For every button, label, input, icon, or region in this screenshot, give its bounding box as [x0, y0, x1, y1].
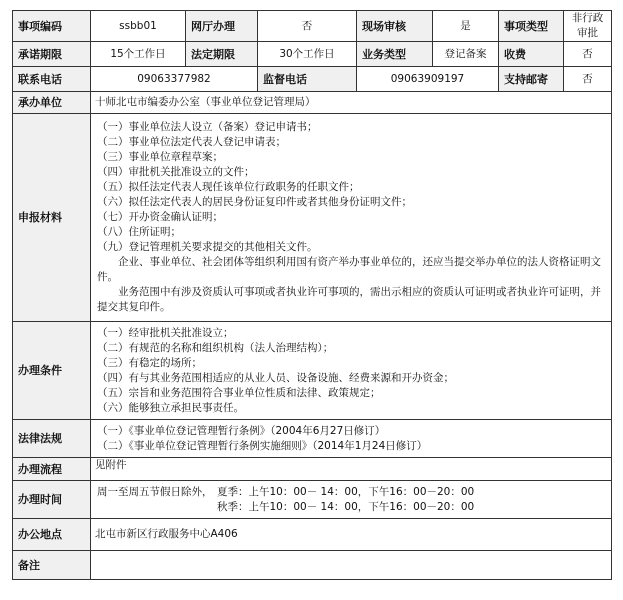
condition-item: （一）经审批机关批准设立；: [97, 326, 234, 339]
row-hours: [13, 481, 612, 519]
legal-period-value: 30个工作日: [258, 42, 357, 67]
business-type-label: 业务类型: [357, 42, 433, 67]
service-info-table: [12, 10, 612, 580]
row-materials: [13, 114, 612, 322]
item-code-label: 事项编码: [13, 11, 91, 42]
row-location: [13, 519, 612, 551]
row-process: [13, 458, 612, 481]
legal-period-label: 法定期限: [186, 42, 258, 67]
materials-content: [91, 114, 612, 322]
materials-paragraph-qualification: 业务范围中有涉及资质认可事项或者执业许可事项的，需出示相应的资质认可证明或者执业许可证明，并提交其复印件。: [97, 286, 601, 313]
location-value: 北屯市新区行政服务中心A406: [91, 519, 612, 551]
condition-item: （五）宗旨和业务范围符合事业单位性质和法律、政策规定；: [97, 386, 381, 399]
row-contacts: [13, 67, 612, 92]
material-item: （五）拟任法定代表人现任该单位行政职务的任职文件；: [97, 181, 360, 193]
remarks-label: 备注: [13, 551, 91, 580]
fee-label: 收费: [499, 42, 564, 67]
onsite-review-label: 现场审核: [357, 11, 433, 42]
promised-period-label: 承诺期限: [13, 42, 91, 67]
law-item: （二）《事业单位登记管理暂行条例实施细则》（2014年1月24日修订）: [97, 439, 428, 452]
material-item: （八）住所证明；: [97, 226, 181, 238]
row-deadlines: [13, 42, 612, 67]
contact-phone-value: 09063377982: [91, 67, 258, 92]
item-type-value: 非行政审批: [564, 11, 612, 42]
unit-label: 承办单位: [13, 92, 91, 114]
laws-label: 法律法规: [13, 420, 91, 458]
mail-support-label: 支持邮寄: [499, 67, 564, 92]
material-item: （九）登记管理机关要求提交的其他相关文件。: [97, 241, 318, 253]
law-item: （一）《事业单位登记管理暂行条例》（2004年6月27日修订）: [97, 424, 386, 437]
hours-content: [91, 481, 612, 519]
unit-value: 十师北屯市编委办公室（事业单位登记管理局）: [91, 92, 612, 114]
mail-support-value: 否: [564, 67, 612, 92]
row-laws: [13, 420, 612, 458]
conditions-label: 办理条件: [13, 322, 91, 420]
materials-label: 申报材料: [13, 114, 91, 322]
material-item: （七）开办资金确认证明；: [97, 211, 223, 223]
laws-content: [91, 420, 612, 458]
promised-period-value: 15个工作日: [91, 42, 186, 67]
material-item: （六）拟任法定代表人的居民身份证复印件或者其他身份证明文件；: [97, 196, 412, 208]
condition-item: （四）有与其业务范围相适应的从业人员、设备设施、经费来源和开办资金；: [97, 371, 454, 384]
condition-item: （三）有稳定的场所；: [97, 356, 202, 369]
online-handling-value: 否: [258, 11, 357, 42]
row-item-code: [13, 11, 612, 42]
online-handling-label: 网厅办理: [186, 11, 258, 42]
material-item: （二）事业单位法定代表人登记申请表；: [97, 136, 286, 148]
hours-autumn: 秋季：上午10：00－ 14：00，下午16：00－20：00: [217, 500, 475, 513]
item-type-label: 事项类型: [499, 11, 564, 42]
process-label: 办理流程: [13, 458, 91, 481]
onsite-review-value: 是: [433, 11, 499, 42]
hours-label: 办理时间: [13, 481, 91, 519]
material-item: （一）事业单位法人设立（备案）登记申请书；: [97, 121, 318, 133]
item-code-value: ssbb01: [91, 11, 186, 42]
service-item-sheet: [12, 10, 611, 580]
materials-paragraph-state-assets: 企业、事业单位、社会团体等组织利用国有资产举办事业单位的，还应当提交举办单位的法人资格证明文件。: [97, 256, 601, 283]
material-item: （四）审批机关批准设立的文件；: [97, 166, 255, 178]
business-type-value: 登记备案: [433, 42, 499, 67]
process-value: 见附件: [91, 458, 612, 481]
conditions-content: [91, 322, 612, 420]
row-unit: [13, 92, 612, 114]
row-conditions: [13, 322, 612, 420]
supervision-phone-value: 09063909197: [357, 67, 499, 92]
fee-value: 否: [564, 42, 612, 67]
supervision-phone-label: 监督电话: [258, 67, 357, 92]
condition-item: （六）能够独立承担民事责任。: [97, 401, 244, 414]
material-item: （三）事业单位章程草案；: [97, 151, 223, 163]
location-label: 办公地点: [13, 519, 91, 551]
hours-weekday-note: 周一至周五节假日除外，: [97, 485, 213, 498]
contact-phone-label: 联系电话: [13, 67, 91, 92]
hours-summer: 夏季：上午10：00－ 14：00，下午16：00－20：00: [217, 485, 475, 498]
condition-item: （二）有规范的名称和组织机构（法人治理结构）；: [97, 341, 334, 354]
row-remarks: [13, 551, 612, 580]
remarks-value: [91, 551, 612, 580]
